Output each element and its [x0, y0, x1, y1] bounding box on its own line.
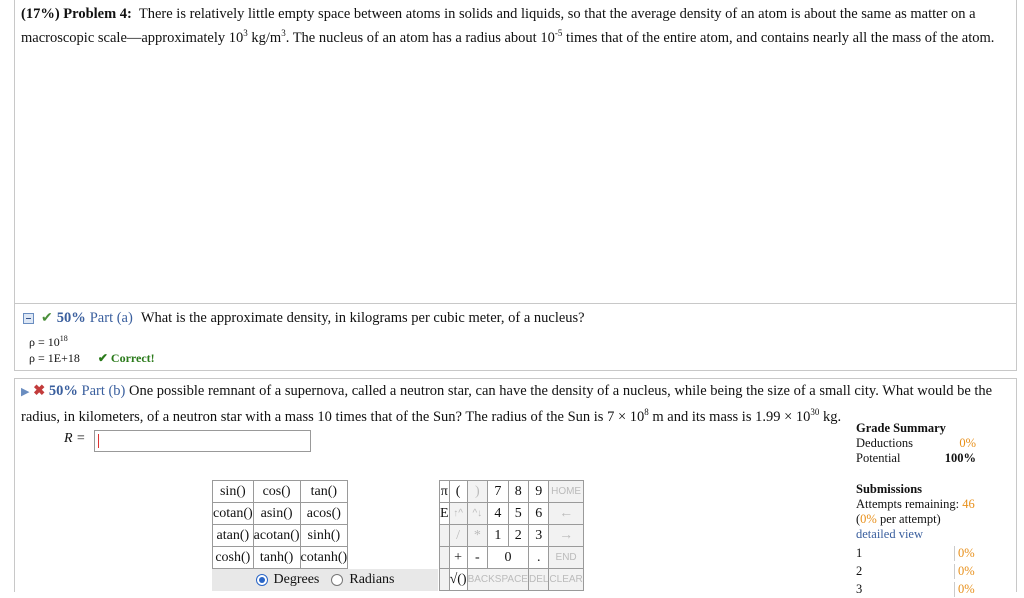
- part-b-question: One possible remnant of a supernova, called a neutron star, can have the density of a nucleus, while being the size of a small city. What would be the radius, in kilometers, of a neutron star with a mass 10 times that of the Sun? The radius of the Sun is $7 \times 10^8$ m and its mass is $1.99 \times 10^{30}$ kg.: [21, 383, 993, 425]
- correct-badge: ✔ Correct!: [97, 351, 155, 365]
- deductions-value: 0%: [959, 436, 976, 450]
- digit-9-button[interactable]: 9: [528, 481, 548, 503]
- grade-summary-title: Grade Summary: [856, 421, 946, 435]
- sqrt-button[interactable]: √(): [449, 569, 467, 591]
- submission-row: 1 0%: [856, 545, 975, 560]
- digit-2-button[interactable]: 2: [508, 525, 528, 547]
- function-keypad: [212, 480, 348, 569]
- clear-button[interactable]: CLEAR: [549, 569, 583, 591]
- divide-button[interactable]: /: [449, 525, 467, 547]
- e-button[interactable]: E: [440, 503, 450, 525]
- answer-input[interactable]: [94, 430, 311, 452]
- submission-row: 2 0%: [856, 563, 975, 578]
- tan-button[interactable]: tan(): [300, 481, 348, 503]
- digit-7-button[interactable]: 7: [488, 481, 508, 503]
- radians-radio[interactable]: [331, 574, 343, 586]
- submission-rows: [856, 544, 976, 598]
- acotan-button[interactable]: acotan(): [253, 525, 300, 547]
- submission-row: 3 0%: [856, 581, 975, 596]
- cosh-button[interactable]: cosh(): [213, 547, 254, 569]
- decimal-button[interactable]: .: [528, 547, 548, 569]
- number-keypad: [439, 480, 584, 591]
- cos-button[interactable]: cos(): [253, 481, 300, 503]
- cotanh-button[interactable]: cotanh(): [300, 547, 348, 569]
- backspace-button[interactable]: BACKSPACE: [467, 569, 528, 591]
- degrees-label: Degrees: [273, 572, 320, 587]
- right-arrow-button[interactable]: →: [549, 525, 583, 547]
- sin-button[interactable]: sin(): [213, 481, 254, 503]
- problem-header: (17%) Problem 4:: [21, 6, 132, 22]
- per-attempt: (0% per attempt): [856, 512, 941, 526]
- right-paren-button[interactable]: ): [467, 481, 488, 503]
- radians-label: Radians: [349, 572, 395, 587]
- grade-summary: [856, 421, 976, 466]
- answer-label: R =: [64, 431, 86, 446]
- detailed-view-link[interactable]: detailed view: [856, 527, 923, 541]
- text-caret: [98, 434, 99, 448]
- part-b-label: Part (b): [81, 383, 126, 399]
- submissions-panel: [856, 482, 976, 598]
- home-button[interactable]: HOME: [549, 481, 583, 503]
- part-b-percent: 50%: [48, 383, 78, 399]
- digit-6-button[interactable]: 6: [528, 503, 548, 525]
- cotan-button[interactable]: cotan(): [213, 503, 254, 525]
- left-arrow-button[interactable]: ←: [549, 503, 583, 525]
- digit-1-button[interactable]: 1: [488, 525, 508, 547]
- digit-8-button[interactable]: 8: [508, 481, 528, 503]
- problem-text: There is relatively little empty space between atoms in solids and liquids, so that the average density of an atom is about the same as matter on a macroscopic scale—approximately $10^3$ $kg/m^3$. The nucleus of an atom has a radius about $10^{-5}$ times that of the entire atom, and contains nearly all the mass of the atom.: [21, 6, 995, 46]
- left-paren-button[interactable]: (: [449, 481, 467, 503]
- end-button[interactable]: END: [549, 547, 583, 569]
- multiply-button[interactable]: *: [467, 525, 488, 547]
- blank-key: [440, 547, 450, 569]
- checkmark-icon: ✔: [41, 310, 53, 326]
- tanh-button[interactable]: tanh(): [253, 547, 300, 569]
- blank-key: [440, 569, 450, 591]
- digit-0-button[interactable]: 0: [488, 547, 529, 569]
- acos-button[interactable]: acos(): [300, 503, 348, 525]
- blank-key: [440, 525, 450, 547]
- problem-statement: [14, 0, 1017, 304]
- submissions-title: Submissions: [856, 482, 923, 496]
- asin-button[interactable]: asin(): [253, 503, 300, 525]
- digit-5-button[interactable]: 5: [508, 503, 528, 525]
- expand-arrow-icon[interactable]: ▶: [21, 386, 30, 398]
- digit-4-button[interactable]: 4: [488, 503, 508, 525]
- attempts-remaining: Attempts remaining: 46: [856, 497, 975, 511]
- digit-3-button[interactable]: 3: [528, 525, 548, 547]
- minus-button[interactable]: -: [467, 547, 488, 569]
- part-a-percent: 50%: [56, 309, 86, 326]
- part-a-question: What is the approximate density, in kilograms per cubic meter, of a nucleus?: [140, 309, 585, 326]
- up-arrow-button[interactable]: ↑^: [449, 503, 467, 525]
- angle-mode: [212, 569, 438, 591]
- del-button[interactable]: DEL: [528, 569, 548, 591]
- sinh-button[interactable]: sinh(): [300, 525, 348, 547]
- incomplete-x-icon: ✖: [33, 383, 46, 399]
- potential-value: 100%: [944, 451, 976, 465]
- pi-button[interactable]: π: [440, 481, 450, 503]
- potential-label: Potential: [856, 451, 901, 465]
- part-a-answer-raw: ρ = 1E+18 ✔ Correct!: [29, 351, 155, 365]
- deductions-label: Deductions: [856, 436, 913, 450]
- part-a-label: Part (a): [89, 309, 133, 326]
- down-arrow-button[interactable]: ^↓: [467, 503, 488, 525]
- atan-button[interactable]: atan(): [213, 525, 254, 547]
- part-a-panel: [14, 303, 1017, 371]
- plus-button[interactable]: +: [449, 547, 467, 569]
- part-a-answer-formatted: $\rho = 10^{18}$: [29, 334, 68, 349]
- collapse-icon[interactable]: [23, 313, 34, 324]
- degrees-radio[interactable]: [256, 574, 268, 586]
